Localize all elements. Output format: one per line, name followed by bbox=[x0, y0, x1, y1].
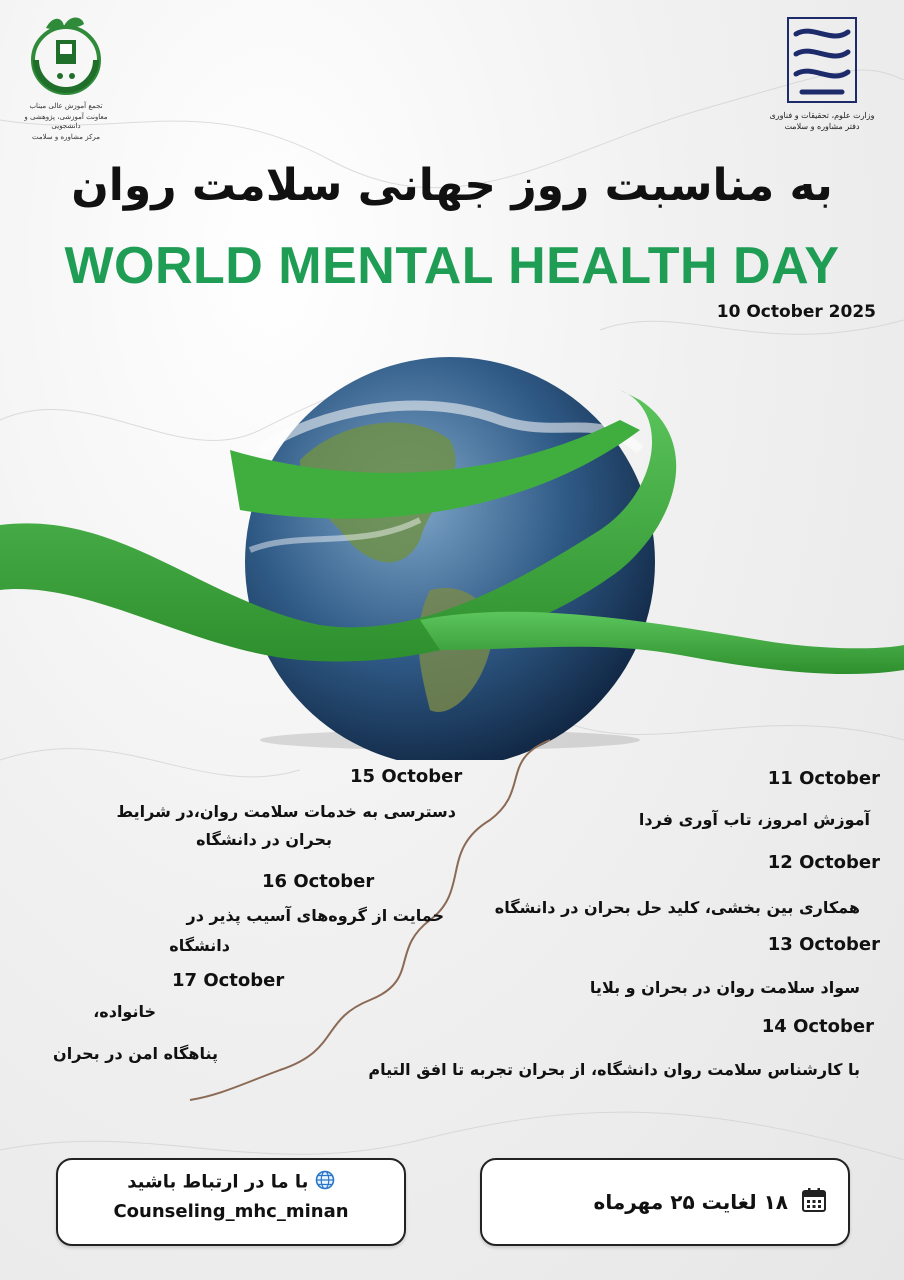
left-logo-caption-3: مرکز مشاوره و سلامت bbox=[31, 133, 101, 141]
date-range-text: ۱۸ لغایت ۲۵ مهرماه bbox=[593, 1190, 788, 1214]
schedule-text-15-line1: دسترسی به خدمات سلامت روان،در شرایط bbox=[116, 802, 456, 821]
schedule-date-11: 11 October bbox=[767, 768, 880, 789]
contact-line bbox=[58, 1170, 404, 1195]
schedule-text-17-line1: خانواده، bbox=[93, 1002, 156, 1021]
right-logo-caption-1: وزارت علوم، تحقیقات و فناوری bbox=[769, 111, 875, 120]
left-logo-caption-1: تجمع آموزش عالی میناب bbox=[29, 102, 103, 110]
leaf-book-emblem-icon bbox=[26, 10, 106, 96]
page-title-english: WORLD MENTAL HEALTH DAY bbox=[64, 237, 840, 295]
globe-icon bbox=[315, 1170, 335, 1195]
schedule-text-12: همکاری بین بخشی، کلید حل بحران در دانشگاه bbox=[494, 898, 860, 917]
schedule-date-15: 15 October bbox=[350, 766, 463, 787]
schedule-text-14: با کارشناس سلامت روان دانشگاه، از بحران تجربه تا افق التیام bbox=[368, 1060, 860, 1079]
date-range-box bbox=[480, 1158, 850, 1246]
contact-label: با ما در ارتباط باشید bbox=[127, 1171, 309, 1193]
schedule-date-12: 12 October bbox=[767, 852, 880, 873]
schedule-date-17: 17 October bbox=[172, 970, 285, 991]
schedule-text-16-line2: دانشگاه bbox=[169, 936, 230, 955]
right-logo-caption-2: دفتر مشاوره و سلامت bbox=[784, 122, 860, 131]
event-date: 10 October 2025 bbox=[716, 302, 876, 322]
schedule-date-14: 14 October bbox=[761, 1016, 874, 1037]
schedule-text-17-line2: پناهگاه امن در بحران bbox=[53, 1044, 218, 1063]
schedule-date-16: 16 October bbox=[262, 871, 375, 892]
schedule-text-16-line1: حمایت از گروه‌های آسیب پذیر در bbox=[186, 906, 444, 925]
contact-box bbox=[56, 1158, 406, 1246]
ministry-emblem-icon bbox=[782, 14, 862, 106]
schedule-text-13: سواد سلامت روان در بحران و بلایا bbox=[589, 978, 860, 997]
schedule-text-15-line2: بحران در دانشگاه bbox=[196, 830, 332, 849]
ministry-logo-right bbox=[762, 14, 882, 132]
schedule-text-11: آموزش امروز، تاب آوری فردا bbox=[638, 810, 870, 829]
page-title-persian: به مناسبت روز جهانی سلامت روان bbox=[71, 160, 833, 211]
date-range-row bbox=[594, 1186, 828, 1218]
calendar-icon bbox=[800, 1186, 828, 1218]
globe-ribbon-illustration bbox=[0, 350, 904, 760]
social-handle[interactable]: Counseling_mhc_minan bbox=[113, 1201, 349, 1222]
institution-logo-left bbox=[22, 10, 110, 142]
left-logo-caption-2: معاونت آموزشی، پژوهشی و دانشجویی bbox=[24, 113, 108, 130]
schedule-date-13: 13 October bbox=[767, 934, 880, 955]
